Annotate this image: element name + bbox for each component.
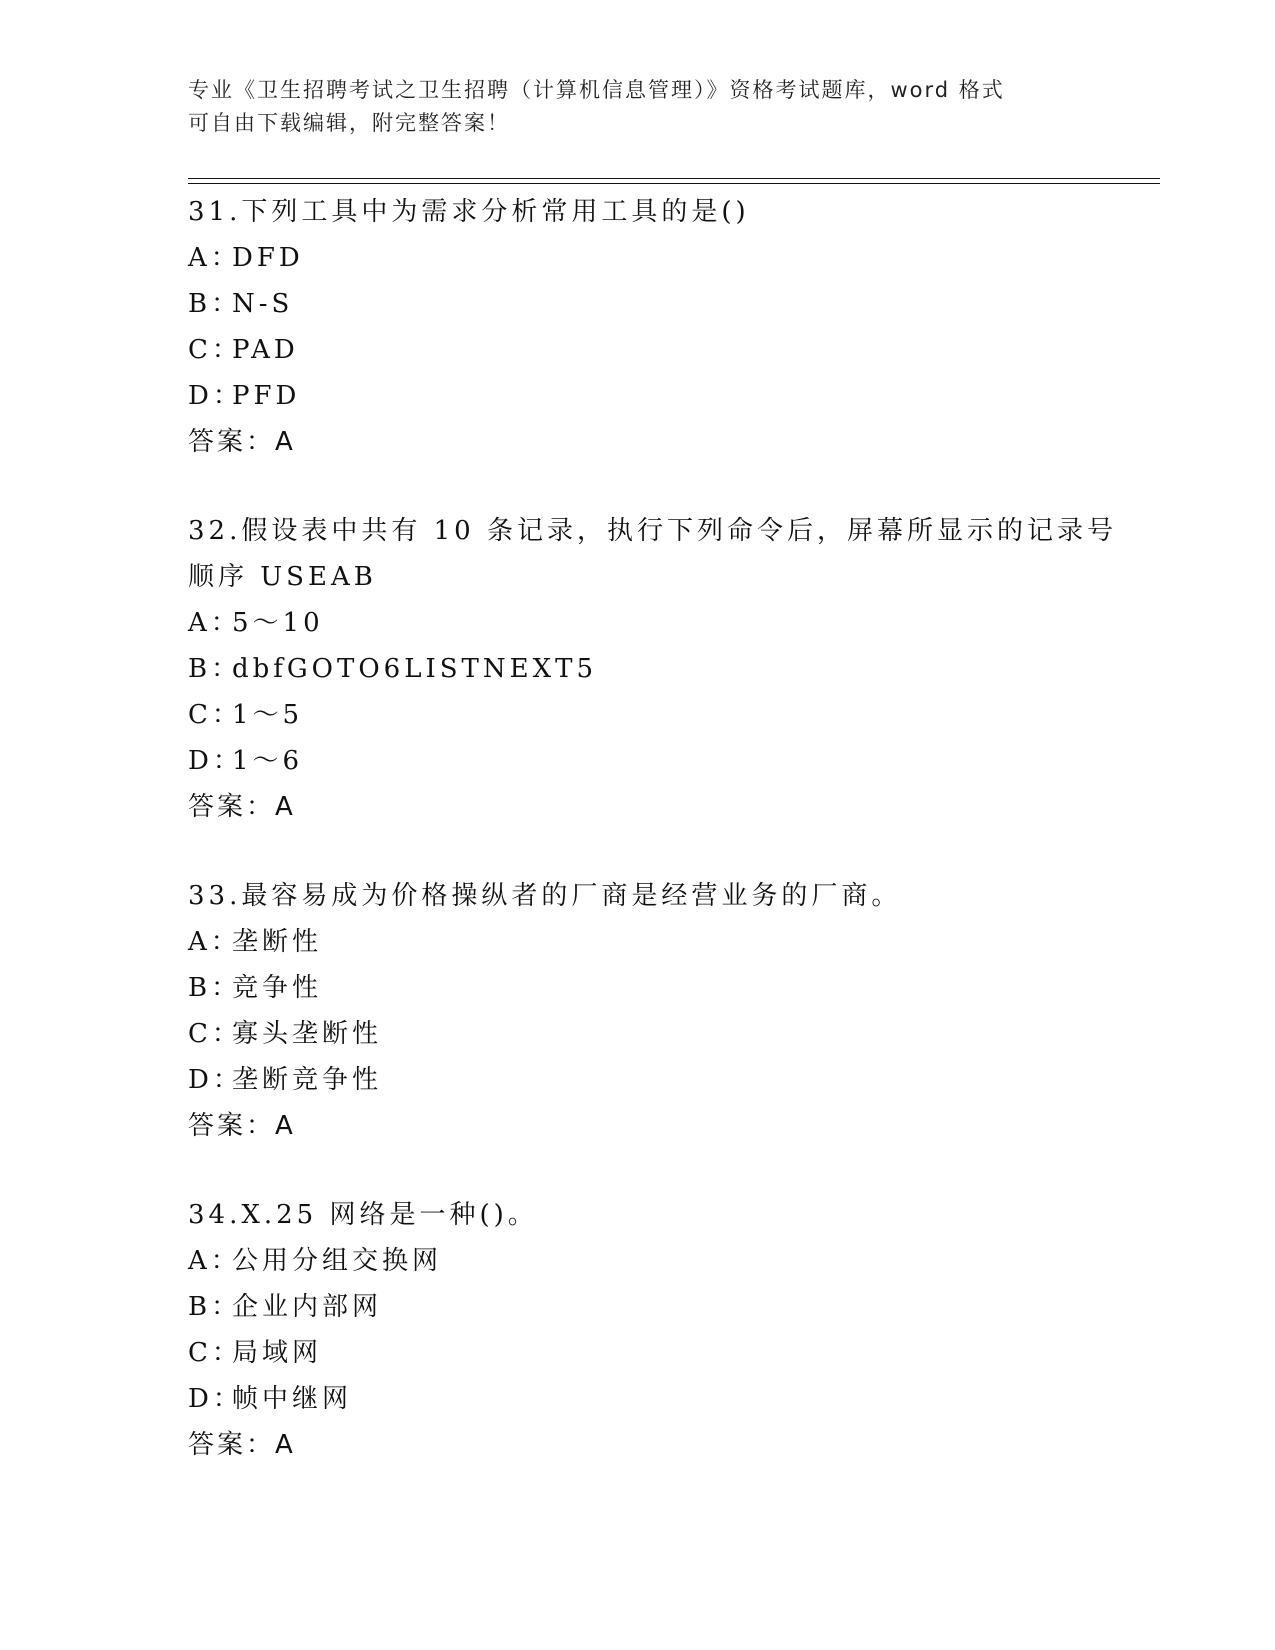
option-b — [188, 1284, 1148, 1330]
option-a — [188, 235, 1148, 281]
question-stem-continued: 顺序 USEAB — [188, 562, 377, 592]
option-text: 公用分组交换网 — [232, 1246, 443, 1276]
option-letter: D： — [188, 1065, 243, 1095]
question-stem: 33.最容易成为价格操纵者的厂商是经营业务的厂商。 — [188, 881, 902, 911]
option-a — [188, 1238, 1148, 1284]
option-text: 竞争性 — [232, 973, 323, 1003]
option-text: DFD — [232, 243, 304, 273]
option-c — [188, 327, 1148, 373]
option-b — [188, 281, 1148, 327]
option-d — [188, 738, 1148, 784]
option-letter: B： — [188, 1292, 242, 1322]
option-text: dbfGOTO6LISTNEXT5 — [232, 654, 598, 684]
option-letter: B： — [188, 289, 242, 319]
answer-line: 答案：A — [188, 1430, 296, 1460]
option-c — [188, 1011, 1148, 1057]
option-letter: A： — [188, 608, 241, 638]
option-text: 1～5 — [232, 700, 304, 730]
answer-line: 答案：A — [188, 1111, 296, 1141]
option-letter: B： — [188, 973, 242, 1003]
question-32 — [188, 508, 1148, 830]
answer-line: 答案：A — [188, 427, 296, 457]
option-text: 5～10 — [232, 608, 324, 638]
option-text: 垄断竞争性 — [232, 1065, 383, 1095]
option-text: PFD — [232, 381, 301, 411]
option-letter: A： — [188, 1246, 241, 1276]
option-text: 帧中继网 — [232, 1384, 353, 1414]
option-letter: C： — [188, 700, 242, 730]
option-c — [188, 692, 1148, 738]
question-33 — [188, 873, 1148, 1149]
option-b — [188, 965, 1148, 1011]
option-d — [188, 373, 1148, 419]
option-letter: C： — [188, 335, 242, 365]
question-stem: 31.下列工具中为需求分析常用工具的是() — [188, 197, 750, 227]
option-a — [188, 919, 1148, 965]
question-stem: 34.X.25 网络是一种()。 — [188, 1200, 538, 1230]
header-divider-bottom — [188, 183, 1160, 184]
header-line-2: 可自由下载编辑，附完整答案！ — [188, 111, 510, 135]
option-text: PAD — [232, 335, 299, 365]
option-text: N-S — [232, 289, 294, 319]
question-34 — [188, 1192, 1148, 1468]
option-text: 1～6 — [232, 746, 304, 776]
question-stem: 32.假设表中共有 10 条记录，执行下列命令后，屏幕所显示的记录号 — [188, 516, 1117, 546]
option-a — [188, 600, 1148, 646]
option-letter: D： — [188, 746, 243, 776]
option-d — [188, 1376, 1148, 1422]
document-header — [188, 74, 1088, 140]
option-c — [188, 1330, 1148, 1376]
header-divider-top — [188, 178, 1160, 179]
header-line-1: 专业《卫生招聘考试之卫生招聘（计算机信息管理）》资格考试题库，word 格式 — [188, 78, 1005, 102]
option-b — [188, 646, 1148, 692]
option-letter: C： — [188, 1338, 242, 1368]
option-text: 局域网 — [232, 1338, 323, 1368]
option-letter: A： — [188, 927, 241, 957]
option-letter: D： — [188, 381, 243, 411]
option-text: 企业内部网 — [232, 1292, 383, 1322]
option-d — [188, 1057, 1148, 1103]
option-letter: C： — [188, 1019, 242, 1049]
option-letter: B： — [188, 654, 242, 684]
option-text: 垄断性 — [232, 927, 323, 957]
option-text: 寡头垄断性 — [232, 1019, 383, 1049]
answer-line: 答案：A — [188, 792, 296, 822]
option-letter: D： — [188, 1384, 243, 1414]
option-letter: A： — [188, 243, 241, 273]
question-31 — [188, 189, 1148, 465]
